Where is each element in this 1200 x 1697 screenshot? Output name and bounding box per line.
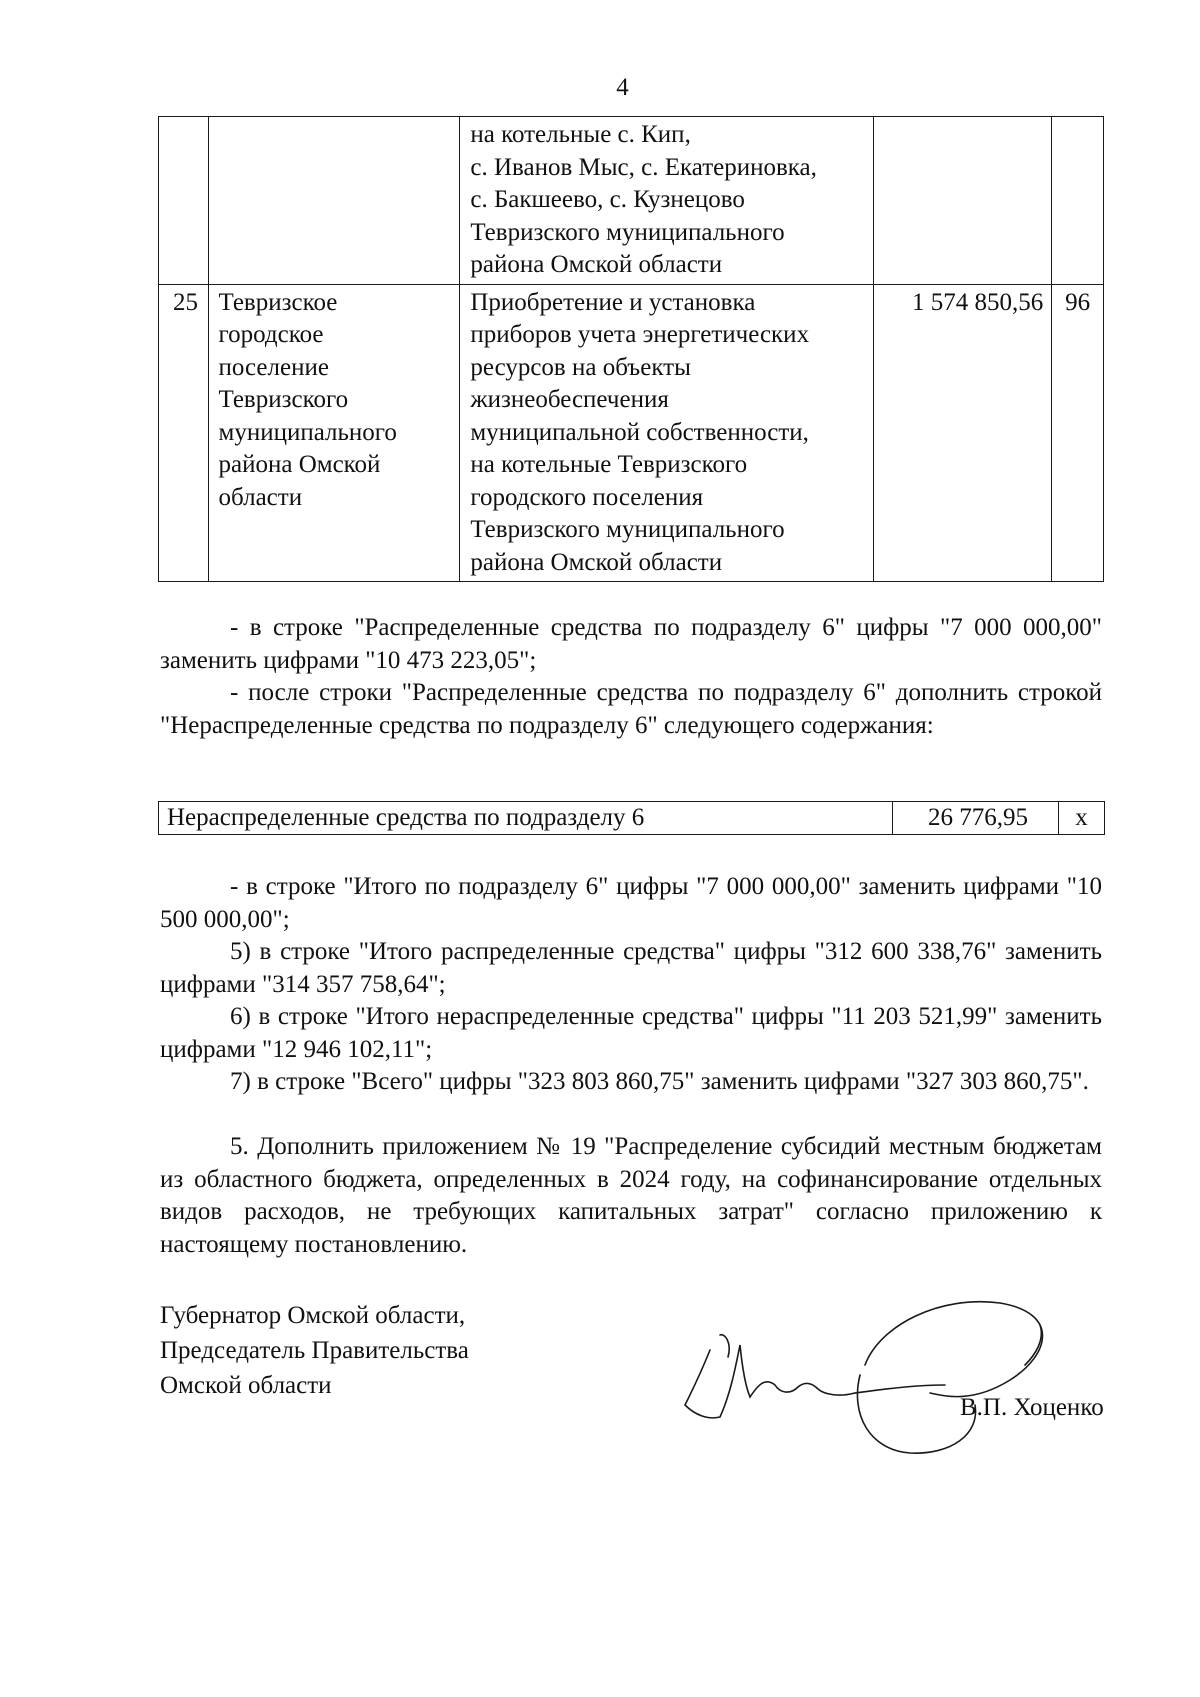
subsidy-table <box>158 116 1104 582</box>
purpose-cell: на котельные с. Кип, с. Иванов Мыс, с. Екатериновка, с. Бакшеево, с. Кузнецово Тевризского муниципального района Омской области <box>460 117 873 285</box>
signatory-position <box>160 1298 469 1403</box>
sum-cell: 1 574 850,56 <box>873 284 1052 582</box>
paragraph-item-7: 7) в строке "Всего" цифры "323 803 860,75" заменить цифрами "327 303 860,75". <box>230 1068 1089 1095</box>
paragraph-item-5: 5) в строке "Итого распределенные средства" цифры "312 600 338,76" заменить цифрами "314 357 758,64"; <box>160 938 1102 998</box>
position-line: Омской области <box>160 1372 332 1399</box>
paragraph-distributed-change: - в строке "Распределенные средства по подразделу 6" цифры "7 000 000,00" заменить цифрами "10 473 223,05"; <box>160 614 1102 674</box>
purpose-cell: Приобретение и установка приборов учета энергетических ресурсов на объекты жизнеобеспечения муниципальной собственности, на котельные Тевризского городского поселения Тевризского муниципального района Омской области <box>460 284 873 582</box>
page-number: 4 <box>616 74 629 101</box>
table-row <box>159 117 1104 285</box>
paragraph-add-row: - после строки "Распределенные средства по подразделу 6" дополнить строкой "Нераспределенные средства по подразделу 6" следующего содержания: <box>160 679 1102 739</box>
signatory-name: В.П. Хоценко <box>960 1394 1104 1421</box>
sum-cell <box>873 117 1052 285</box>
undistributed-table <box>158 801 1105 835</box>
position-line: Губернатор Омской области, <box>160 1302 466 1329</box>
handwritten-signature <box>680 1285 1100 1470</box>
recipient-cell: Тевризское городское поселение Тевризского муниципального района Омской области <box>208 284 460 582</box>
table-row <box>159 284 1104 582</box>
position-line: Председатель Правительства <box>160 1337 469 1364</box>
table-row <box>159 802 1105 835</box>
row-number: 25 <box>159 284 209 582</box>
paragraph-appendix: 5. Дополнить приложением № 19 "Распределение субсидий местным бюджетам из областного бюджета, определенных в 2024 году, на софинансирование отдельных видов расходов, не требующих капитальных затрат" согласно приложению к настоящему постановлению. <box>160 1133 1102 1258</box>
paragraph-subtotal-change: - в строке "Итого по подразделу 6" цифры "7 000 000,00" заменить цифрами "10 500 000,00"; <box>160 873 1102 933</box>
undistributed-label: Нераспределенные средства по подразделу 6 <box>159 802 893 835</box>
recipient-cell <box>208 117 460 285</box>
undistributed-sum: 26 776,95 <box>893 802 1059 835</box>
share-cell: 96 <box>1052 284 1104 582</box>
paragraph-item-6: 6) в строке "Итого нераспределенные средства" цифры "11 203 521,99" заменить цифрами "12 946 102,11"; <box>160 1003 1102 1063</box>
undistributed-mark: x <box>1059 802 1105 835</box>
share-cell <box>1052 117 1104 285</box>
row-number <box>159 117 209 285</box>
